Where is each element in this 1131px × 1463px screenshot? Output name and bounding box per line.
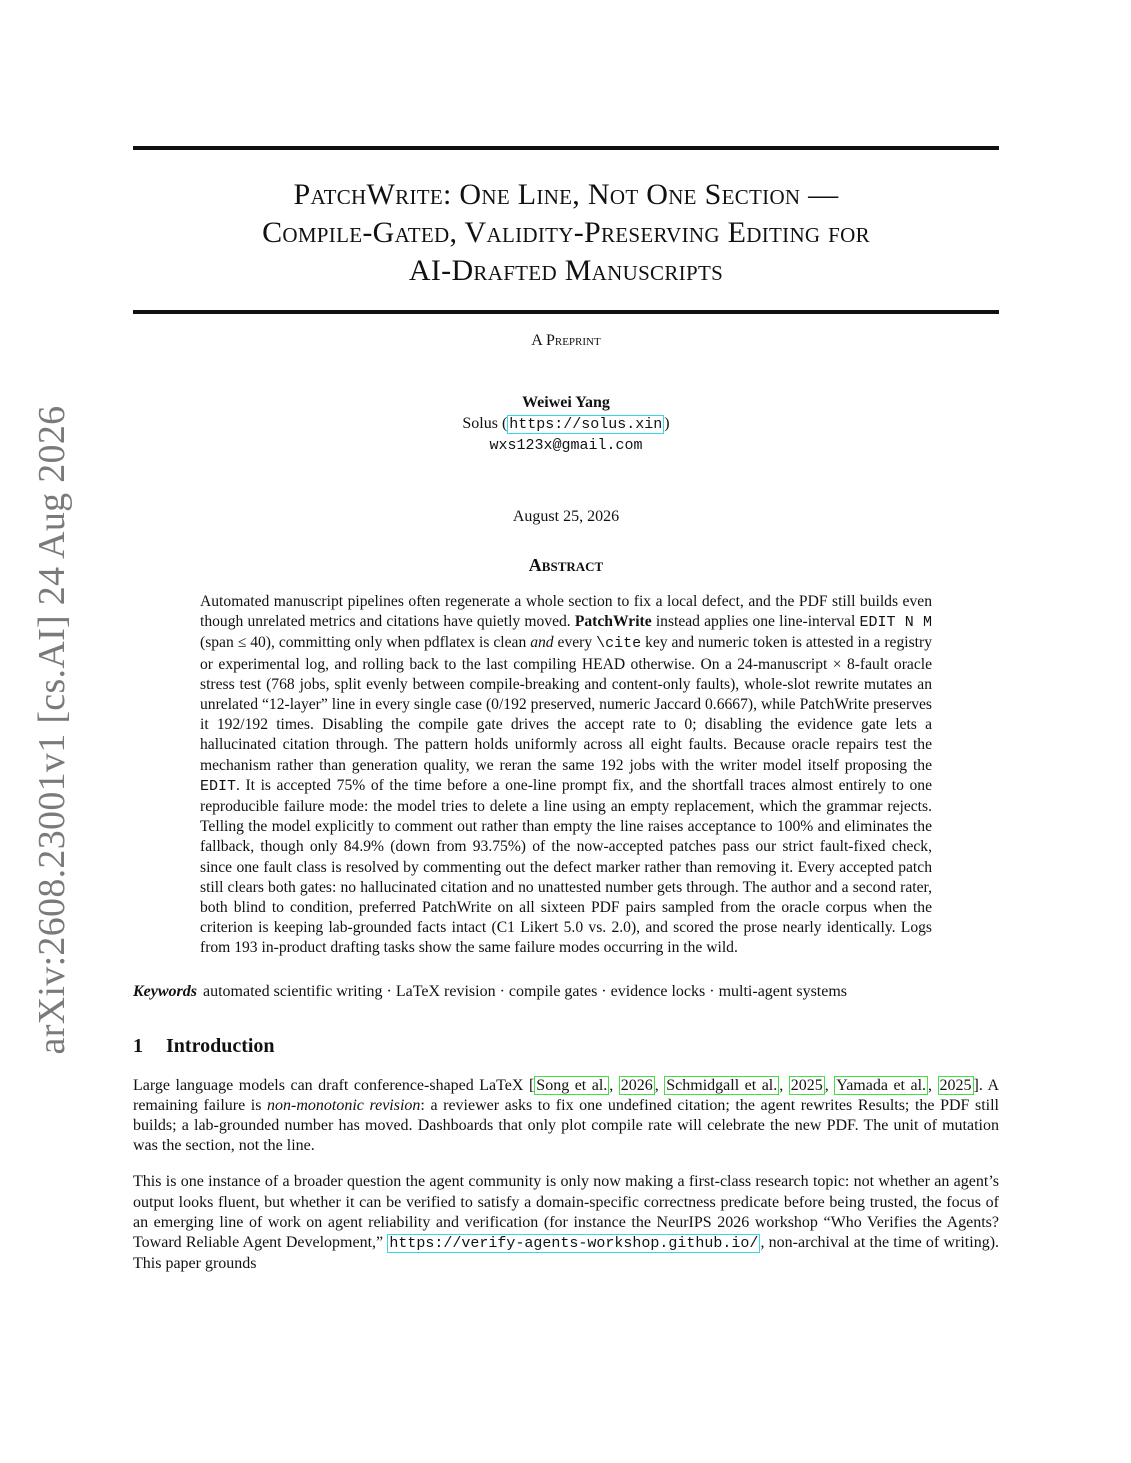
paper-page [133,146,999,1290]
citation-link-yamada[interactable]: Yamada et al. [836,1076,927,1094]
emphasis-and: and [530,634,554,652]
paragraph-text: . A remaining failure is [133,1076,1000,1114]
arxiv-sidebar-stamp [22,405,82,1055]
paper-title [133,176,999,290]
intro-paragraph-1: Large language models can draft conference-shaped LaTeX [ Song et al. , 2026 , Schmidgall et al. , 2025 , Yamada et al. , 2025 ]. A remaining failure is non-monotonic revision: a reviewer asks to fix one undefined citation; the agent rewrites Results; the PDF still builds; a lab-grounded number has moved. Dashboards that only plot compile rate will celebrate the new PDF. The unit of mutation was the section, not the line. [133,1076,1000,1155]
abstract-sentence: instead applies one line-interval [655,613,856,631]
citation-year-yamada[interactable]: 2025 [939,1076,972,1094]
paragraph-text: , non-archival at the time of writing). This paper grounds [133,1234,1000,1273]
abstract-body [200,592,932,959]
title-line-2: Compile-Gated, Validity-Preserving Editing for [262,216,870,249]
abstract-sentence: every [557,634,593,652]
edit-command: EDIT N M [859,614,932,632]
paper-date: August 25, 2026 [512,508,620,525]
author-affiliation: Solus [462,415,498,432]
paragraph-text: Large language models can draft conference-shaped LaTeX [133,1076,524,1094]
cite-command: \cite [596,635,642,653]
abstract-sentence: Automated manuscript pipelines often regenerate a whole section to fix a local defect, and the PDF still builds even though unrelated metrics and citations have quietly moved. [200,593,932,631]
abstract-sentence: (span ≤ 40), committing only when pdflatex is clean [200,634,527,652]
title-line-1: PatchWrite: One Line, Not One Section — [293,178,839,211]
affiliation-url-link[interactable]: https://solus.xin [509,416,663,433]
workshop-url-link[interactable]: https://verify-agents-workshop.github.io/ [389,1235,759,1253]
author-affiliation-line: Solus ( https://solus.xin ) [462,415,670,433]
section-heading-introduction [133,1035,999,1058]
preprint-label: A Preprint [531,332,601,349]
paragraph-text: This is one instance of a broader question the agent community is only now making a first-class research topic: not whether an agent’s output looks fluent, but whether it can be verified to satisfy a domain-specific correctness predicate before being trusted, the focus of an emerging line of work on agent reliability and verification (for instance the NeurIPS 2026 workshop “Who Verifies the Agents? Toward Reliable Agent Development,” [133,1173,999,1252]
abstract-sentence: . It is accepted 75% of the time before a one-line prompt fix, and the shortfall traces almost entirely to one reproducible failure mode: the model tries to delete a line using an empty replacement, which the grammar rejects. Telling the model explicitly to comment out rather than empty the line raises acceptance to 100% and eliminates the fallback, though only 84.9% (down from 93.75%) of the now-accepted patches pass our strict fault-fixed check, since one fault class is resolved by commenting out the defect marker rather than removing it. Every accepted patch still clears both gates: no hallucinated citation and no unattested number gets through. The author and a second rater, both blind to condition, preferred PatchWrite on all sixteen PDF pairs sampled from the oracle corpus when the criterion is keeping lab-grounded facts intact (C1 Likert 5.0 vs. 2.0), and scored the prose nearly identically. Logs from 193 in-product drafting tasks show the same failure modes occurring in the wild. [200,776,932,957]
abstract-sentence: key and numeric token is attested in a registry or experimental log, and rolling back to the last compiling HEAD otherwise. On a 24-manuscript × 8-fault oracle stress test (768 jobs, split evenly between compile-breaking and content-only faults), whole-slot rewrite mutates an unrelated “12-layer” line in every single case (0/192 preserved, numeric Jaccard 0.6667), while PatchWrite preserves it 192/192 times. Disabling the compile gate drives the accept rate to 0; disabling the evidence gate lets a hallucinated citation through. The pattern holds uniformly across all eight faults. Because oracle repairs test the mechanism rather than generation quality, we reran the same 192 jobs with the writer model itself proposing the [200,634,932,774]
section-number: 1 [133,1034,143,1057]
abstract-heading: Abstract [528,555,604,575]
edit-command-2: EDIT [200,777,237,795]
arxiv-identifier: arXiv:2608.23001v1 [cs.AI] 24 Aug 2026 [31,405,73,1055]
title-line-3: AI-Drafted Manuscripts [408,254,724,287]
citation-year-song[interactable]: 2026 [620,1076,653,1094]
keywords-line [133,983,999,1001]
author-email: wxs123x@gmail.com [489,437,643,454]
system-name: PatchWrite [574,613,652,631]
emphasis-term: non-monotonic revision [267,1096,421,1114]
citation-link-song[interactable]: Song et al. [536,1076,608,1094]
title-top-rule [133,146,999,150]
keywords-text: automated scientific writing · LaTeX revision · compile gates · evidence locks · multi-agent systems [203,982,848,1000]
section-title: Introduction [166,1034,275,1057]
title-bottom-rule [133,310,999,314]
keywords-label: Keywords [133,982,197,1000]
citation-link-schmidgall[interactable]: Schmidgall et al. [666,1076,778,1094]
paragraph-text: : a reviewer asks to fix one undefined citation; the agent rewrites Results; the PDF still builds; a lab-grounded number has moved. Dashboards that only plot compile rate will celebrate the new PDF. The unit of mutation was the section, not the line. [133,1096,1000,1155]
intro-paragraph-2 [133,1172,999,1274]
author-name: Weiwei Yang [522,394,610,411]
citation-year-schmidgall[interactable]: 2025 [790,1076,823,1094]
author-block [133,392,999,456]
